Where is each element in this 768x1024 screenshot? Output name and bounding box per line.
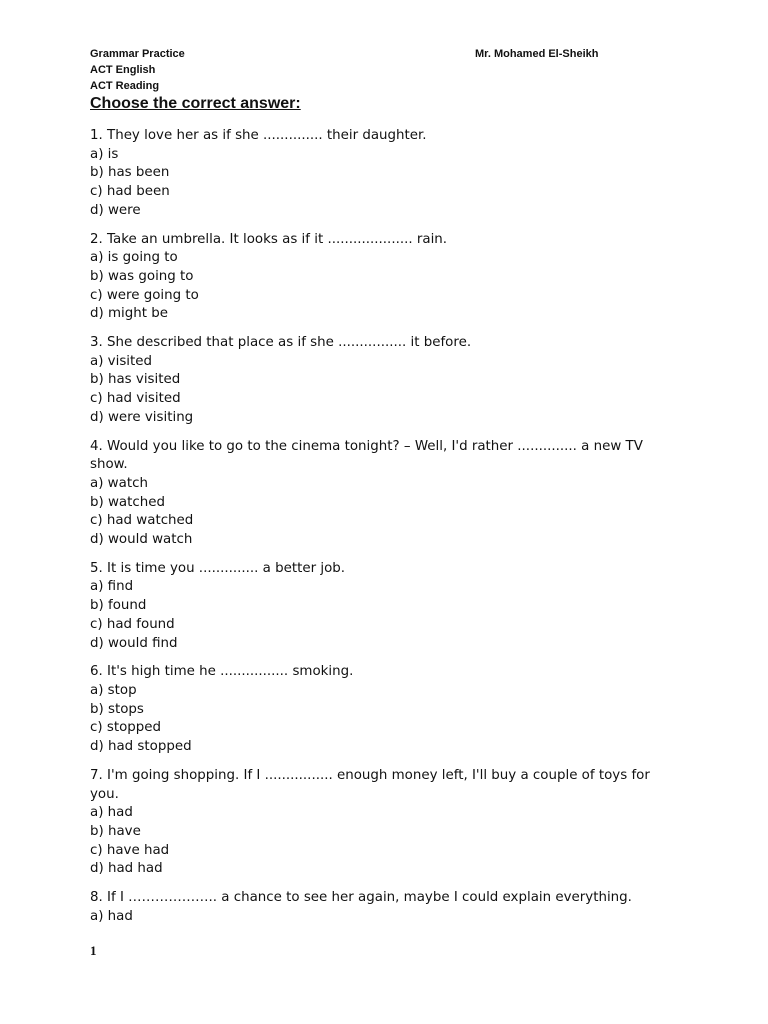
question-list: [90, 127, 680, 936]
question-block: [90, 767, 680, 879]
answer-option: d) were: [90, 202, 141, 218]
answer-option: b) has visited: [90, 372, 181, 388]
answer-option: c) were going to: [90, 287, 199, 303]
question-stem: 1. They love her as if she .............. their daughter.: [90, 128, 427, 143]
answer-option: a) is: [90, 146, 119, 162]
header-line-1: Grammar Practice: [90, 48, 185, 60]
answer-option: c) stopped: [90, 720, 162, 736]
question-stem: 7. I'm going shopping. If I ................ enough money left, I'll buy a couple of toys for you.: [90, 767, 650, 802]
question-block: [90, 889, 680, 926]
answer-option: d) were visiting: [90, 409, 194, 425]
answer-option: c) had watched: [90, 513, 194, 529]
answer-option: a) visited: [90, 353, 153, 369]
header-line-2: ACT English: [90, 64, 156, 76]
answer-option: d) had stopped: [90, 739, 192, 755]
question-stem: 3. She described that place as if she ................ it before.: [90, 335, 472, 351]
question-stem: 4. Would you like to go to the cinema tonight? – Well, I'd rather .............. a new TV show.: [90, 438, 643, 473]
author-name: Mr. Mohamed El-Sheikh: [475, 48, 599, 60]
question-stem: 2. Take an umbrella. It looks as if it .................... rain.: [90, 231, 448, 247]
answer-option: a) watch: [90, 475, 148, 491]
answer-option: a) had: [90, 805, 133, 821]
answer-option: d) would find: [90, 635, 178, 651]
answer-option: c) had found: [90, 616, 175, 632]
answer-option: a) stop: [90, 682, 137, 698]
answer-option: c) had visited: [90, 391, 181, 407]
answer-option: b) was going to: [90, 268, 194, 284]
question-block: [90, 127, 680, 221]
answer-option: c) had been: [90, 184, 170, 200]
answer-option: c) have had: [90, 842, 170, 858]
answer-option: b) watched: [90, 494, 165, 510]
answer-option: b) has been: [90, 165, 170, 181]
answer-option: a) is going to: [90, 250, 178, 266]
page-title: Choose the correct answer:: [90, 95, 301, 112]
question-block: [90, 438, 680, 550]
question-block: [90, 334, 680, 428]
header-line-3: ACT Reading: [90, 80, 160, 92]
question-stem: 5. It is time you .............. a better job.: [90, 560, 346, 576]
question-block: [90, 663, 680, 757]
answer-option: b) have: [90, 823, 141, 839]
page-header: [90, 46, 700, 94]
question-stem: 6. It's high time he ................ smoking.: [90, 664, 354, 680]
answer-option: b) found: [90, 598, 147, 614]
answer-option: d) would watch: [90, 532, 193, 548]
question-block: [90, 560, 680, 654]
answer-option: d) had had: [90, 861, 163, 877]
page-number: 1: [90, 943, 97, 958]
question-block: [90, 231, 680, 325]
answer-option: a) find: [90, 579, 134, 595]
answer-option: d) might be: [90, 306, 168, 322]
answer-option: b) stops: [90, 701, 144, 717]
answer-option: a) had: [90, 908, 133, 924]
question-stem: 8. If I ……………….. a chance to see her again, maybe I could explain everything.: [90, 890, 632, 906]
